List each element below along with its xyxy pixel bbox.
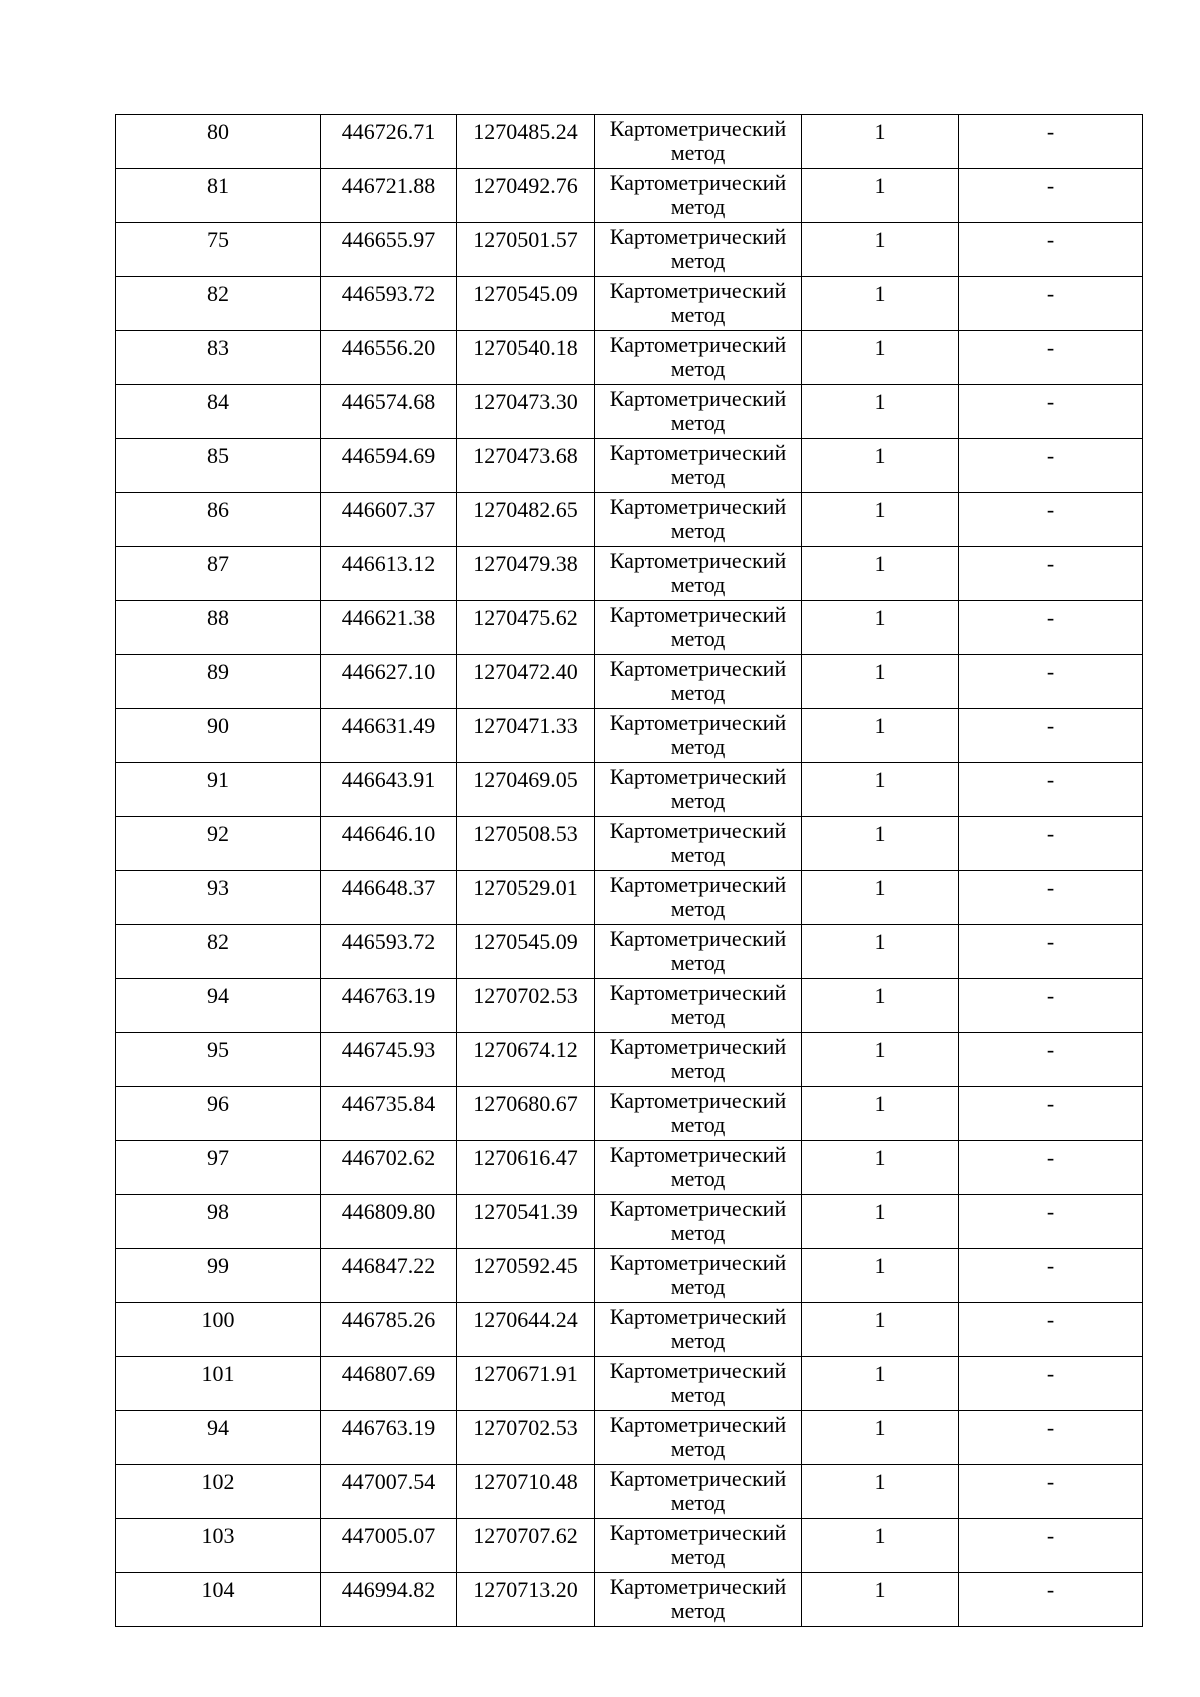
cell-y-coordinate: 1270473.30 xyxy=(457,385,595,439)
table-row xyxy=(116,493,1143,547)
method-line-2: метод xyxy=(670,680,726,705)
method-line-1: Картометрический xyxy=(609,224,787,249)
cell-point-number: 85 xyxy=(116,439,321,493)
method-line-2: метод xyxy=(670,1436,726,1461)
cell-method xyxy=(595,277,802,331)
table-row xyxy=(116,439,1143,493)
table-row xyxy=(116,547,1143,601)
cell-point-number: 102 xyxy=(116,1465,321,1519)
cell-accuracy: 1 xyxy=(802,1465,959,1519)
cell-accuracy: 1 xyxy=(802,979,959,1033)
table-row xyxy=(116,763,1143,817)
cell-x-coordinate: 446763.19 xyxy=(321,979,457,1033)
cell-x-coordinate: 446847.22 xyxy=(321,1249,457,1303)
method-line-1: Картометрический xyxy=(609,656,787,681)
cell-x-coordinate: 447007.54 xyxy=(321,1465,457,1519)
cell-accuracy: 1 xyxy=(802,763,959,817)
method-line-1: Картометрический xyxy=(609,494,787,519)
method-line-1: Картометрический xyxy=(609,440,787,465)
method-line-2: метод xyxy=(670,464,726,489)
cell-y-coordinate: 1270674.12 xyxy=(457,1033,595,1087)
cell-y-coordinate: 1270501.57 xyxy=(457,223,595,277)
cell-y-coordinate: 1270508.53 xyxy=(457,817,595,871)
cell-x-coordinate: 446556.20 xyxy=(321,331,457,385)
cell-method xyxy=(595,439,802,493)
cell-accuracy: 1 xyxy=(802,547,959,601)
table-row xyxy=(116,709,1143,763)
table-row xyxy=(116,1303,1143,1357)
cell-point-number: 82 xyxy=(116,277,321,331)
method-line-2: метод xyxy=(670,950,726,975)
cell-note: - xyxy=(959,1573,1143,1627)
method-line-1: Картометрический xyxy=(609,332,787,357)
cell-accuracy: 1 xyxy=(802,1411,959,1465)
table-row xyxy=(116,169,1143,223)
cell-point-number: 98 xyxy=(116,1195,321,1249)
cell-note: - xyxy=(959,925,1143,979)
cell-x-coordinate: 446994.82 xyxy=(321,1573,457,1627)
method-line-2: метод xyxy=(670,734,726,759)
table-row xyxy=(116,655,1143,709)
method-line-2: метод xyxy=(670,302,726,327)
cell-note: - xyxy=(959,439,1143,493)
cell-accuracy: 1 xyxy=(802,1573,959,1627)
cell-accuracy: 1 xyxy=(802,1519,959,1573)
cell-method xyxy=(595,493,802,547)
cell-method xyxy=(595,709,802,763)
cell-note: - xyxy=(959,385,1143,439)
method-line-2: метод xyxy=(670,1598,726,1623)
cell-accuracy: 1 xyxy=(802,709,959,763)
cell-y-coordinate: 1270482.65 xyxy=(457,493,595,547)
cell-x-coordinate: 446809.80 xyxy=(321,1195,457,1249)
cell-accuracy: 1 xyxy=(802,1249,959,1303)
cell-note: - xyxy=(959,1087,1143,1141)
method-line-1: Картометрический xyxy=(609,1196,787,1221)
cell-method xyxy=(595,331,802,385)
cell-accuracy: 1 xyxy=(802,817,959,871)
table-row xyxy=(116,1465,1143,1519)
table-row xyxy=(116,1249,1143,1303)
cell-y-coordinate: 1270529.01 xyxy=(457,871,595,925)
cell-x-coordinate: 446655.97 xyxy=(321,223,457,277)
cell-y-coordinate: 1270492.76 xyxy=(457,169,595,223)
method-line-2: метод xyxy=(670,1166,726,1191)
cell-note: - xyxy=(959,709,1143,763)
cell-y-coordinate: 1270592.45 xyxy=(457,1249,595,1303)
cell-point-number: 99 xyxy=(116,1249,321,1303)
table-row xyxy=(116,1141,1143,1195)
method-line-1: Картометрический xyxy=(609,1412,787,1437)
cell-y-coordinate: 1270702.53 xyxy=(457,979,595,1033)
cell-point-number: 103 xyxy=(116,1519,321,1573)
cell-method xyxy=(595,763,802,817)
cell-point-number: 101 xyxy=(116,1357,321,1411)
method-line-2: метод xyxy=(670,356,726,381)
cell-x-coordinate: 446648.37 xyxy=(321,871,457,925)
cell-x-coordinate: 446745.93 xyxy=(321,1033,457,1087)
cell-method xyxy=(595,1357,802,1411)
cell-y-coordinate: 1270616.47 xyxy=(457,1141,595,1195)
method-line-2: метод xyxy=(670,1490,726,1515)
method-line-2: метод xyxy=(670,248,726,273)
cell-accuracy: 1 xyxy=(802,169,959,223)
cell-accuracy: 1 xyxy=(802,385,959,439)
cell-point-number: 89 xyxy=(116,655,321,709)
cell-accuracy: 1 xyxy=(802,601,959,655)
cell-y-coordinate: 1270680.67 xyxy=(457,1087,595,1141)
cell-accuracy: 1 xyxy=(802,331,959,385)
cell-y-coordinate: 1270707.62 xyxy=(457,1519,595,1573)
cell-note: - xyxy=(959,277,1143,331)
table-row xyxy=(116,817,1143,871)
cell-method xyxy=(595,1411,802,1465)
method-line-2: метод xyxy=(670,1328,726,1353)
method-line-2: метод xyxy=(670,842,726,867)
cell-point-number: 100 xyxy=(116,1303,321,1357)
cell-note: - xyxy=(959,1357,1143,1411)
cell-x-coordinate: 446643.91 xyxy=(321,763,457,817)
method-line-1: Картометрический xyxy=(609,1466,787,1491)
cell-note: - xyxy=(959,223,1143,277)
method-line-2: метод xyxy=(670,1274,726,1299)
table-row xyxy=(116,1573,1143,1627)
method-line-2: метод xyxy=(670,1112,726,1137)
table-row xyxy=(116,1519,1143,1573)
method-line-1: Картометрический xyxy=(609,1304,787,1329)
cell-accuracy: 1 xyxy=(802,655,959,709)
cell-point-number: 88 xyxy=(116,601,321,655)
cell-note: - xyxy=(959,1141,1143,1195)
method-line-2: метод xyxy=(670,1058,726,1083)
cell-method xyxy=(595,1573,802,1627)
coordinates-table xyxy=(115,114,1143,1627)
cell-point-number: 82 xyxy=(116,925,321,979)
cell-x-coordinate: 446574.68 xyxy=(321,385,457,439)
cell-point-number: 94 xyxy=(116,1411,321,1465)
cell-y-coordinate: 1270540.18 xyxy=(457,331,595,385)
table-row xyxy=(116,1411,1143,1465)
method-line-1: Картометрический xyxy=(609,764,787,789)
method-line-1: Картометрический xyxy=(609,1574,787,1599)
cell-y-coordinate: 1270545.09 xyxy=(457,277,595,331)
cell-method xyxy=(595,1303,802,1357)
cell-note: - xyxy=(959,871,1143,925)
cell-point-number: 96 xyxy=(116,1087,321,1141)
cell-y-coordinate: 1270710.48 xyxy=(457,1465,595,1519)
cell-note: - xyxy=(959,763,1143,817)
cell-note: - xyxy=(959,817,1143,871)
cell-x-coordinate: 446726.71 xyxy=(321,115,457,169)
cell-point-number: 83 xyxy=(116,331,321,385)
method-line-2: метод xyxy=(670,194,726,219)
table-row xyxy=(116,277,1143,331)
cell-accuracy: 1 xyxy=(802,223,959,277)
cell-method xyxy=(595,223,802,277)
method-line-1: Картометрический xyxy=(609,1142,787,1167)
cell-x-coordinate: 446646.10 xyxy=(321,817,457,871)
cell-method xyxy=(595,601,802,655)
method-line-2: метод xyxy=(670,572,726,597)
table-row xyxy=(116,1357,1143,1411)
cell-y-coordinate: 1270485.24 xyxy=(457,115,595,169)
cell-accuracy: 1 xyxy=(802,115,959,169)
method-line-1: Картометрический xyxy=(609,818,787,843)
cell-x-coordinate: 446621.38 xyxy=(321,601,457,655)
cell-y-coordinate: 1270471.33 xyxy=(457,709,595,763)
cell-note: - xyxy=(959,1411,1143,1465)
method-line-2: метод xyxy=(670,140,726,165)
cell-y-coordinate: 1270545.09 xyxy=(457,925,595,979)
cell-note: - xyxy=(959,979,1143,1033)
cell-x-coordinate: 446593.72 xyxy=(321,277,457,331)
cell-accuracy: 1 xyxy=(802,871,959,925)
cell-y-coordinate: 1270472.40 xyxy=(457,655,595,709)
method-line-1: Картометрический xyxy=(609,116,787,141)
method-line-1: Картометрический xyxy=(609,1250,787,1275)
cell-method xyxy=(595,1033,802,1087)
cell-x-coordinate: 446721.88 xyxy=(321,169,457,223)
table-row xyxy=(116,331,1143,385)
cell-accuracy: 1 xyxy=(802,1195,959,1249)
cell-accuracy: 1 xyxy=(802,1087,959,1141)
cell-x-coordinate: 446594.69 xyxy=(321,439,457,493)
cell-accuracy: 1 xyxy=(802,493,959,547)
method-line-1: Картометрический xyxy=(609,1034,787,1059)
table-row xyxy=(116,979,1143,1033)
cell-point-number: 94 xyxy=(116,979,321,1033)
table-row xyxy=(116,601,1143,655)
cell-method xyxy=(595,1249,802,1303)
method-line-2: метод xyxy=(670,1382,726,1407)
method-line-1: Картометрический xyxy=(609,926,787,951)
cell-accuracy: 1 xyxy=(802,1303,959,1357)
cell-note: - xyxy=(959,115,1143,169)
cell-x-coordinate: 446785.26 xyxy=(321,1303,457,1357)
cell-method xyxy=(595,655,802,709)
table-row xyxy=(116,1033,1143,1087)
cell-point-number: 87 xyxy=(116,547,321,601)
cell-x-coordinate: 446607.37 xyxy=(321,493,457,547)
method-line-2: метод xyxy=(670,410,726,435)
cell-y-coordinate: 1270479.38 xyxy=(457,547,595,601)
cell-note: - xyxy=(959,655,1143,709)
table-row xyxy=(116,1195,1143,1249)
cell-method xyxy=(595,1465,802,1519)
cell-y-coordinate: 1270702.53 xyxy=(457,1411,595,1465)
cell-point-number: 80 xyxy=(116,115,321,169)
method-line-1: Картометрический xyxy=(609,1088,787,1113)
method-line-1: Картометрический xyxy=(609,602,787,627)
cell-point-number: 81 xyxy=(116,169,321,223)
cell-note: - xyxy=(959,1519,1143,1573)
table-row xyxy=(116,115,1143,169)
method-line-2: метод xyxy=(670,1544,726,1569)
cell-point-number: 95 xyxy=(116,1033,321,1087)
cell-point-number: 91 xyxy=(116,763,321,817)
cell-accuracy: 1 xyxy=(802,277,959,331)
cell-method xyxy=(595,871,802,925)
cell-x-coordinate: 446627.10 xyxy=(321,655,457,709)
cell-y-coordinate: 1270473.68 xyxy=(457,439,595,493)
cell-y-coordinate: 1270469.05 xyxy=(457,763,595,817)
method-line-1: Картометрический xyxy=(609,1520,787,1545)
cell-method xyxy=(595,817,802,871)
cell-y-coordinate: 1270644.24 xyxy=(457,1303,595,1357)
method-line-1: Картометрический xyxy=(609,1358,787,1383)
method-line-1: Картометрический xyxy=(609,386,787,411)
cell-accuracy: 1 xyxy=(802,925,959,979)
cell-note: - xyxy=(959,493,1143,547)
cell-method xyxy=(595,1141,802,1195)
cell-accuracy: 1 xyxy=(802,439,959,493)
cell-x-coordinate: 446763.19 xyxy=(321,1411,457,1465)
table-row xyxy=(116,385,1143,439)
cell-note: - xyxy=(959,1033,1143,1087)
method-line-1: Картометрический xyxy=(609,872,787,897)
cell-x-coordinate: 446613.12 xyxy=(321,547,457,601)
cell-note: - xyxy=(959,547,1143,601)
cell-point-number: 75 xyxy=(116,223,321,277)
cell-y-coordinate: 1270541.39 xyxy=(457,1195,595,1249)
cell-note: - xyxy=(959,1465,1143,1519)
table-row xyxy=(116,1087,1143,1141)
cell-y-coordinate: 1270713.20 xyxy=(457,1573,595,1627)
table-row xyxy=(116,925,1143,979)
cell-point-number: 90 xyxy=(116,709,321,763)
cell-x-coordinate: 446631.49 xyxy=(321,709,457,763)
cell-point-number: 97 xyxy=(116,1141,321,1195)
coordinates-table-body xyxy=(116,115,1143,1627)
cell-accuracy: 1 xyxy=(802,1033,959,1087)
method-line-2: метод xyxy=(670,788,726,813)
method-line-2: метод xyxy=(670,896,726,921)
method-line-2: метод xyxy=(670,1004,726,1029)
cell-note: - xyxy=(959,331,1143,385)
cell-point-number: 84 xyxy=(116,385,321,439)
cell-method xyxy=(595,115,802,169)
cell-method xyxy=(595,1087,802,1141)
cell-accuracy: 1 xyxy=(802,1141,959,1195)
cell-x-coordinate: 446735.84 xyxy=(321,1087,457,1141)
method-line-1: Картометрический xyxy=(609,710,787,735)
cell-x-coordinate: 446702.62 xyxy=(321,1141,457,1195)
method-line-1: Картометрический xyxy=(609,980,787,1005)
table-row xyxy=(116,871,1143,925)
cell-method xyxy=(595,1195,802,1249)
cell-note: - xyxy=(959,1303,1143,1357)
cell-note: - xyxy=(959,169,1143,223)
cell-point-number: 93 xyxy=(116,871,321,925)
method-line-2: метод xyxy=(670,626,726,651)
cell-x-coordinate: 446807.69 xyxy=(321,1357,457,1411)
method-line-1: Картометрический xyxy=(609,278,787,303)
cell-y-coordinate: 1270475.62 xyxy=(457,601,595,655)
cell-method xyxy=(595,169,802,223)
cell-y-coordinate: 1270671.91 xyxy=(457,1357,595,1411)
method-line-1: Картометрический xyxy=(609,548,787,573)
cell-x-coordinate: 447005.07 xyxy=(321,1519,457,1573)
method-line-1: Картометрический xyxy=(609,170,787,195)
method-line-2: метод xyxy=(670,518,726,543)
cell-method xyxy=(595,547,802,601)
cell-note: - xyxy=(959,1195,1143,1249)
cell-method xyxy=(595,1519,802,1573)
cell-point-number: 86 xyxy=(116,493,321,547)
cell-note: - xyxy=(959,601,1143,655)
table-row xyxy=(116,223,1143,277)
cell-point-number: 92 xyxy=(116,817,321,871)
cell-point-number: 104 xyxy=(116,1573,321,1627)
method-line-2: метод xyxy=(670,1220,726,1245)
cell-x-coordinate: 446593.72 xyxy=(321,925,457,979)
cell-note: - xyxy=(959,1249,1143,1303)
cell-method xyxy=(595,385,802,439)
cell-accuracy: 1 xyxy=(802,1357,959,1411)
cell-method xyxy=(595,925,802,979)
cell-method xyxy=(595,979,802,1033)
